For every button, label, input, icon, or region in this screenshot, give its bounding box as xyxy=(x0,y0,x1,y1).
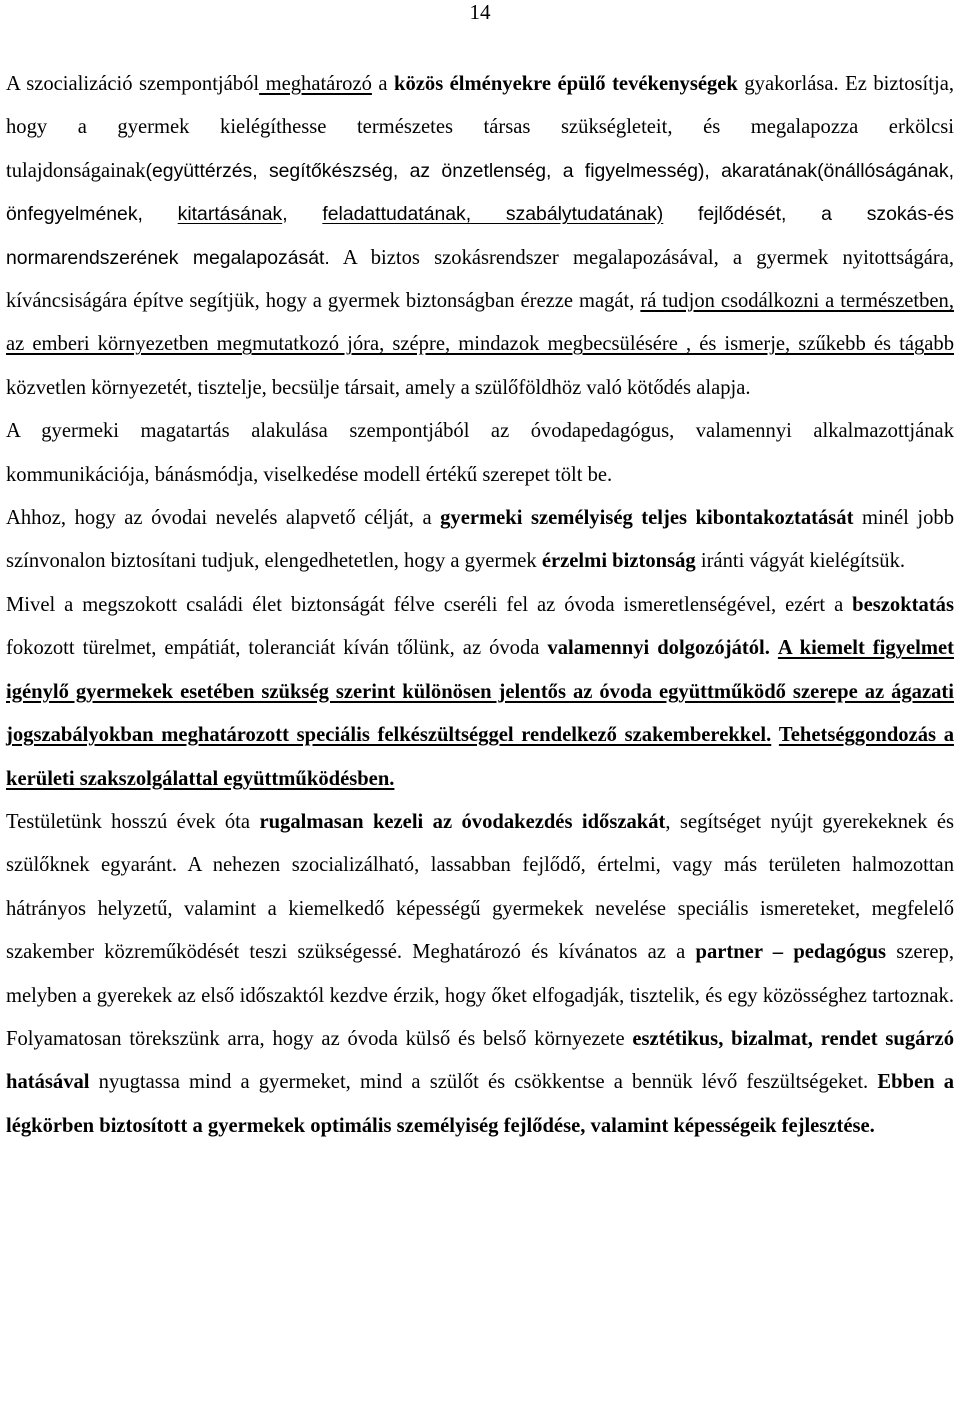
text-run: A biztos szokásrendszer megalapozásával, a gyermek nyitottságára, kíváncsiságára építve segítjük, hogy a gyermek biztonságban érezze magát, xyxy=(6,246,954,313)
bold-text: beszoktatás xyxy=(852,593,954,616)
text-run: iránti vágyát kielégítsük. xyxy=(695,550,906,573)
bold-text: gyermeki személyiség teljes kibontakoztatását xyxy=(440,507,854,530)
text-run: A gyermeki magatartás alakulása szempontjából az óvodapedagógus, valamennyi alkalmazottjának kommunikációja, bánásmódja, viselkedése modell értékű szerepet tölt be. xyxy=(6,420,954,486)
text-run: fokozott türelmet, empátiát, toleranciát kíván tőlünk, az óvoda xyxy=(6,637,548,660)
text-run: Mivel a megszokott családi élet biztonságát félve cseréli fel az óvoda ismeretlenségével, ezért a xyxy=(6,593,853,616)
bold-text: Ebben a légkörben biztosított a gyermekek optimális személyiség fejlődése, valamint képességeik fejlesztése. xyxy=(6,1071,954,1137)
bold-text: érzelmi biztonság xyxy=(541,550,696,573)
text-run: minél jobb színvonalon biztosítani tudjuk, elengedhetetlen, hogy a gyermek xyxy=(6,507,955,573)
sans-text: fejlődését, a szokás-és normarendszerének megalapozását. xyxy=(6,203,954,269)
underlined-text: rá tudjon csodálkozni a természetben, az emberi környezetben megmutatkozó jóra, szépre, mindazok megbecsülésére , és ismerje, szűkebb és tágabb xyxy=(6,290,954,356)
text-run: A szocializáció szempontjából xyxy=(6,73,260,95)
bold-text: esztétikus, bizalmat, rendet sugárzó hatásával xyxy=(6,1027,954,1094)
underlined-text: meghatározó xyxy=(259,73,372,95)
text-run: közvetlen környezetét, tisztelje, becsülje társait, amely a szülőföldhöz való kötődés alapja. xyxy=(6,376,751,399)
text-run: Testületünk hosszú évek óta xyxy=(6,810,260,833)
text-run: Ahhoz, hogy az óvodai nevelés alapvető célját, a xyxy=(6,507,441,530)
paragraph-staff xyxy=(6,801,954,1148)
paragraph-behavior xyxy=(6,410,954,497)
bold-text: partner – pedagógus xyxy=(695,941,887,964)
paragraph-goal xyxy=(6,497,954,584)
bold-text: közös élményekre épülő tevékenységek xyxy=(394,73,738,95)
bold-text: valamennyi dolgozójától. xyxy=(547,637,770,660)
sans-text: (együttérzés, segítőkészség, az önzetlenség, a figyelmesség), akaratának(önállóságának, önfegyelmének, xyxy=(6,159,954,226)
text-run: a xyxy=(371,73,394,95)
text-run xyxy=(771,724,779,746)
paragraph-settling-in xyxy=(6,584,954,801)
underlined-sans-text: feladattudatának, szabálytudatának) xyxy=(322,203,664,226)
page-number: 14 xyxy=(469,0,491,24)
underlined-sans-text: kitartásának xyxy=(177,203,283,226)
text-run: , segítséget nyújt gyerekeknek és szülőknek egyaránt. A nehezen szocializálható, lassabban fejlődő, értelmi, vagy más területen halmozottan hátrányos helyzetű, valamint a kiemelkedő képességű gyermekek nevelése speciális ismereteket, megfelelő szakember közreműködését teszi szükségessé. Meghatározó és kívánatos az a xyxy=(6,810,954,964)
document-body xyxy=(6,63,954,1148)
text-run xyxy=(770,637,778,659)
sans-text: , xyxy=(282,203,323,226)
bold-underlined-text: Tehetséggondozás a kerületi szakszolgálattal együttműködésben. xyxy=(6,724,954,790)
bold-underlined-text: A kiemelt figyelmet igénylő gyermekek esetében szükség szerint különösen jelentős az óvoda együttműködő szerepe az ágazati jogszabályokban meghatározott speciális felkészültséggel rendelkező szakemberekkel. xyxy=(6,637,954,747)
text-run: nyugtassa mind a gyermeket, mind a szülőt és csökkentse a bennük lévő feszültségeket. xyxy=(89,1071,878,1094)
bold-text: rugalmasan kezeli az óvodakezdés időszakát xyxy=(259,810,666,833)
text-run: szerep, melyben a gyerekek az első időszaktól kezdve érzik, hogy őket elfogadják, tisztelik, és egy közösséghez tartoznak. Folyamatosan törekszünk arra, hogy az óvoda külső és belső környezete xyxy=(6,941,954,1050)
paragraph-socialization xyxy=(6,63,954,410)
text-run: gyakorlása. Ez biztosítja, hogy a gyermek kielégíthesse természetes társas szükségleteit, és megalapozza erkölcsi tulajdonságainak xyxy=(6,73,954,182)
